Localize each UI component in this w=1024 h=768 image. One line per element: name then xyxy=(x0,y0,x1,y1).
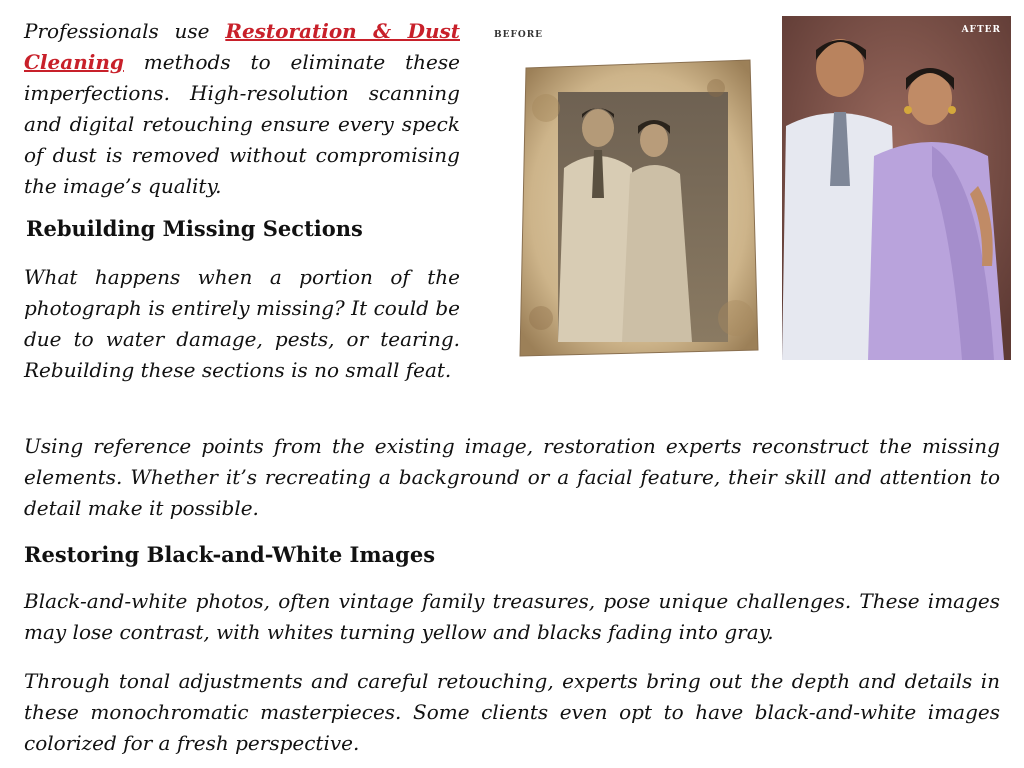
after-label: AFTER xyxy=(961,25,1001,35)
intro-paragraph xyxy=(24,16,460,202)
before-photo xyxy=(486,18,780,360)
before-label: BEFORE xyxy=(494,30,544,40)
bw-challenges-paragraph: Black-and-white photos, often vintage family treasures, pose unique challenges. These images may lose contrast, with whites turning yellow and blacks fading into gray. xyxy=(24,589,1000,644)
after-photo xyxy=(782,16,1011,360)
reference-points-paragraph: Using reference points from the existing image, restoration experts reconstruct the missing elements. Whether it’s recreating a background or a facial feature, their skill and attention to detail make it possible. xyxy=(24,434,1000,520)
heading-restoring-bw-images: Restoring Black-and-White Images xyxy=(24,542,436,567)
heading-rebuilding-missing-sections: Rebuilding Missing Sections xyxy=(26,216,363,241)
tonal-adjustments-paragraph: Through tonal adjustments and careful retouching, experts bring out the depth and details in these monochromatic masterpieces. Some clients even opt to have black-and-white images colorized for a fresh perspective. xyxy=(24,669,1000,755)
before-photo-image xyxy=(486,18,780,360)
intro-text-end: methods to eliminate these imperfections. High-resolution scanning and digital retouching ensure every speck of dust is removed without compromising the image’s quality. xyxy=(24,50,460,198)
missing-portion-paragraph: What happens when a portion of the photograph is entirely missing? It could be due to water damage, pests, or tearing. Rebuilding these sections is no small feat. xyxy=(24,265,460,382)
restoration-dust-cleaning-link[interactable]: Restoration & Dust Cleaning xyxy=(24,19,460,74)
intro-text-start: Professionals use xyxy=(24,19,226,43)
after-photo-image xyxy=(782,16,1011,360)
